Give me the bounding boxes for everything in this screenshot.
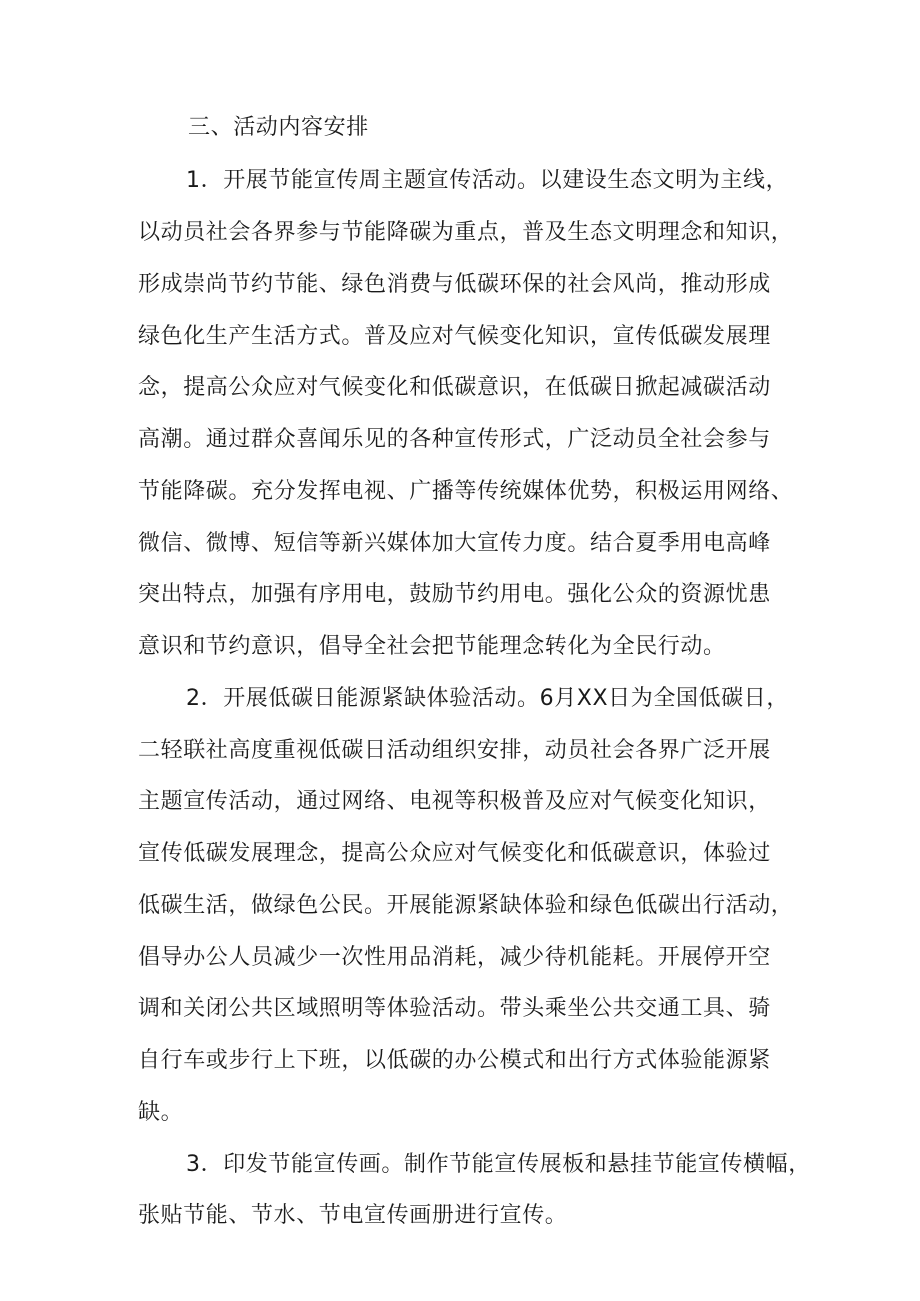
paragraph-line: 1．开展节能宣传周主题宣传活动。以建设生态文明为主线， <box>186 168 789 193</box>
paragraph-line: 自行车或步行上下班，以低碳的办公模式和出行方式体验能源紧 <box>138 1048 771 1073</box>
paragraph-line: 3．印发节能宣传画。制作节能宣传展板和悬挂节能宣传横幅， <box>186 1152 811 1177</box>
paragraph-line: 低碳生活，做绿色公民。开展能源紧缺体验和绿色低碳出行活动， <box>138 893 794 918</box>
paragraph-line: 调和关闭公共区域照明等体验活动。带头乘坐公共交通工具、骑 <box>138 996 771 1021</box>
paragraph-line: 以动员社会各界参与节能降碳为重点，普及生态文明理念和知识， <box>138 220 794 245</box>
section-heading: 三、活动内容安排 <box>188 115 369 140</box>
paragraph-line: 张贴节能、节水、节电宣传画册进行宣传。 <box>138 1203 568 1228</box>
paragraph-line: 倡导办公人员减少一次性用品消耗，减少待机能耗。开展停开空 <box>138 945 771 970</box>
paragraph-line: 微信、微博、短信等新兴媒体加大宣传力度。结合夏季用电高峰 <box>138 531 771 556</box>
paragraph-line: 缺。 <box>138 1100 184 1125</box>
paragraph-line: 意识和节约意识，倡导全社会把节能理念转化为全民行动。 <box>138 634 726 659</box>
paragraph-line: 宣传低碳发展理念，提高公众应对气候变化和低碳意识，体验过 <box>138 841 771 866</box>
paragraph-line: 高潮。通过群众喜闻乐见的各种宣传形式，广泛动员全社会参与 <box>138 427 771 452</box>
paragraph-line: 主题宣传活动，通过网络、电视等积极普及应对气候变化知识， <box>138 789 771 814</box>
paragraph-line: 2．开展低碳日能源紧缺体验活动。6月XX日为全国低碳日， <box>186 686 789 711</box>
paragraph-line: 绿色化生产生活方式。普及应对气候变化知识，宣传低碳发展理 <box>138 324 771 349</box>
paragraph-line: 念，提高公众应对气候变化和低碳意识，在低碳日掀起减碳活动 <box>138 375 771 400</box>
paragraph-line: 节能降碳。充分发挥电视、广播等传统媒体优势，积极运用网络、 <box>138 479 794 504</box>
paragraph-line: 突出特点，加强有序用电，鼓励节约用电。强化公众的资源忧患 <box>138 582 771 607</box>
paragraph-line: 二轻联社高度重视低碳日活动组织安排，动员社会各界广泛开展 <box>138 738 771 763</box>
paragraph-line: 形成崇尚节约节能、绿色消费与低碳环保的社会风尚，推动形成 <box>138 272 771 297</box>
